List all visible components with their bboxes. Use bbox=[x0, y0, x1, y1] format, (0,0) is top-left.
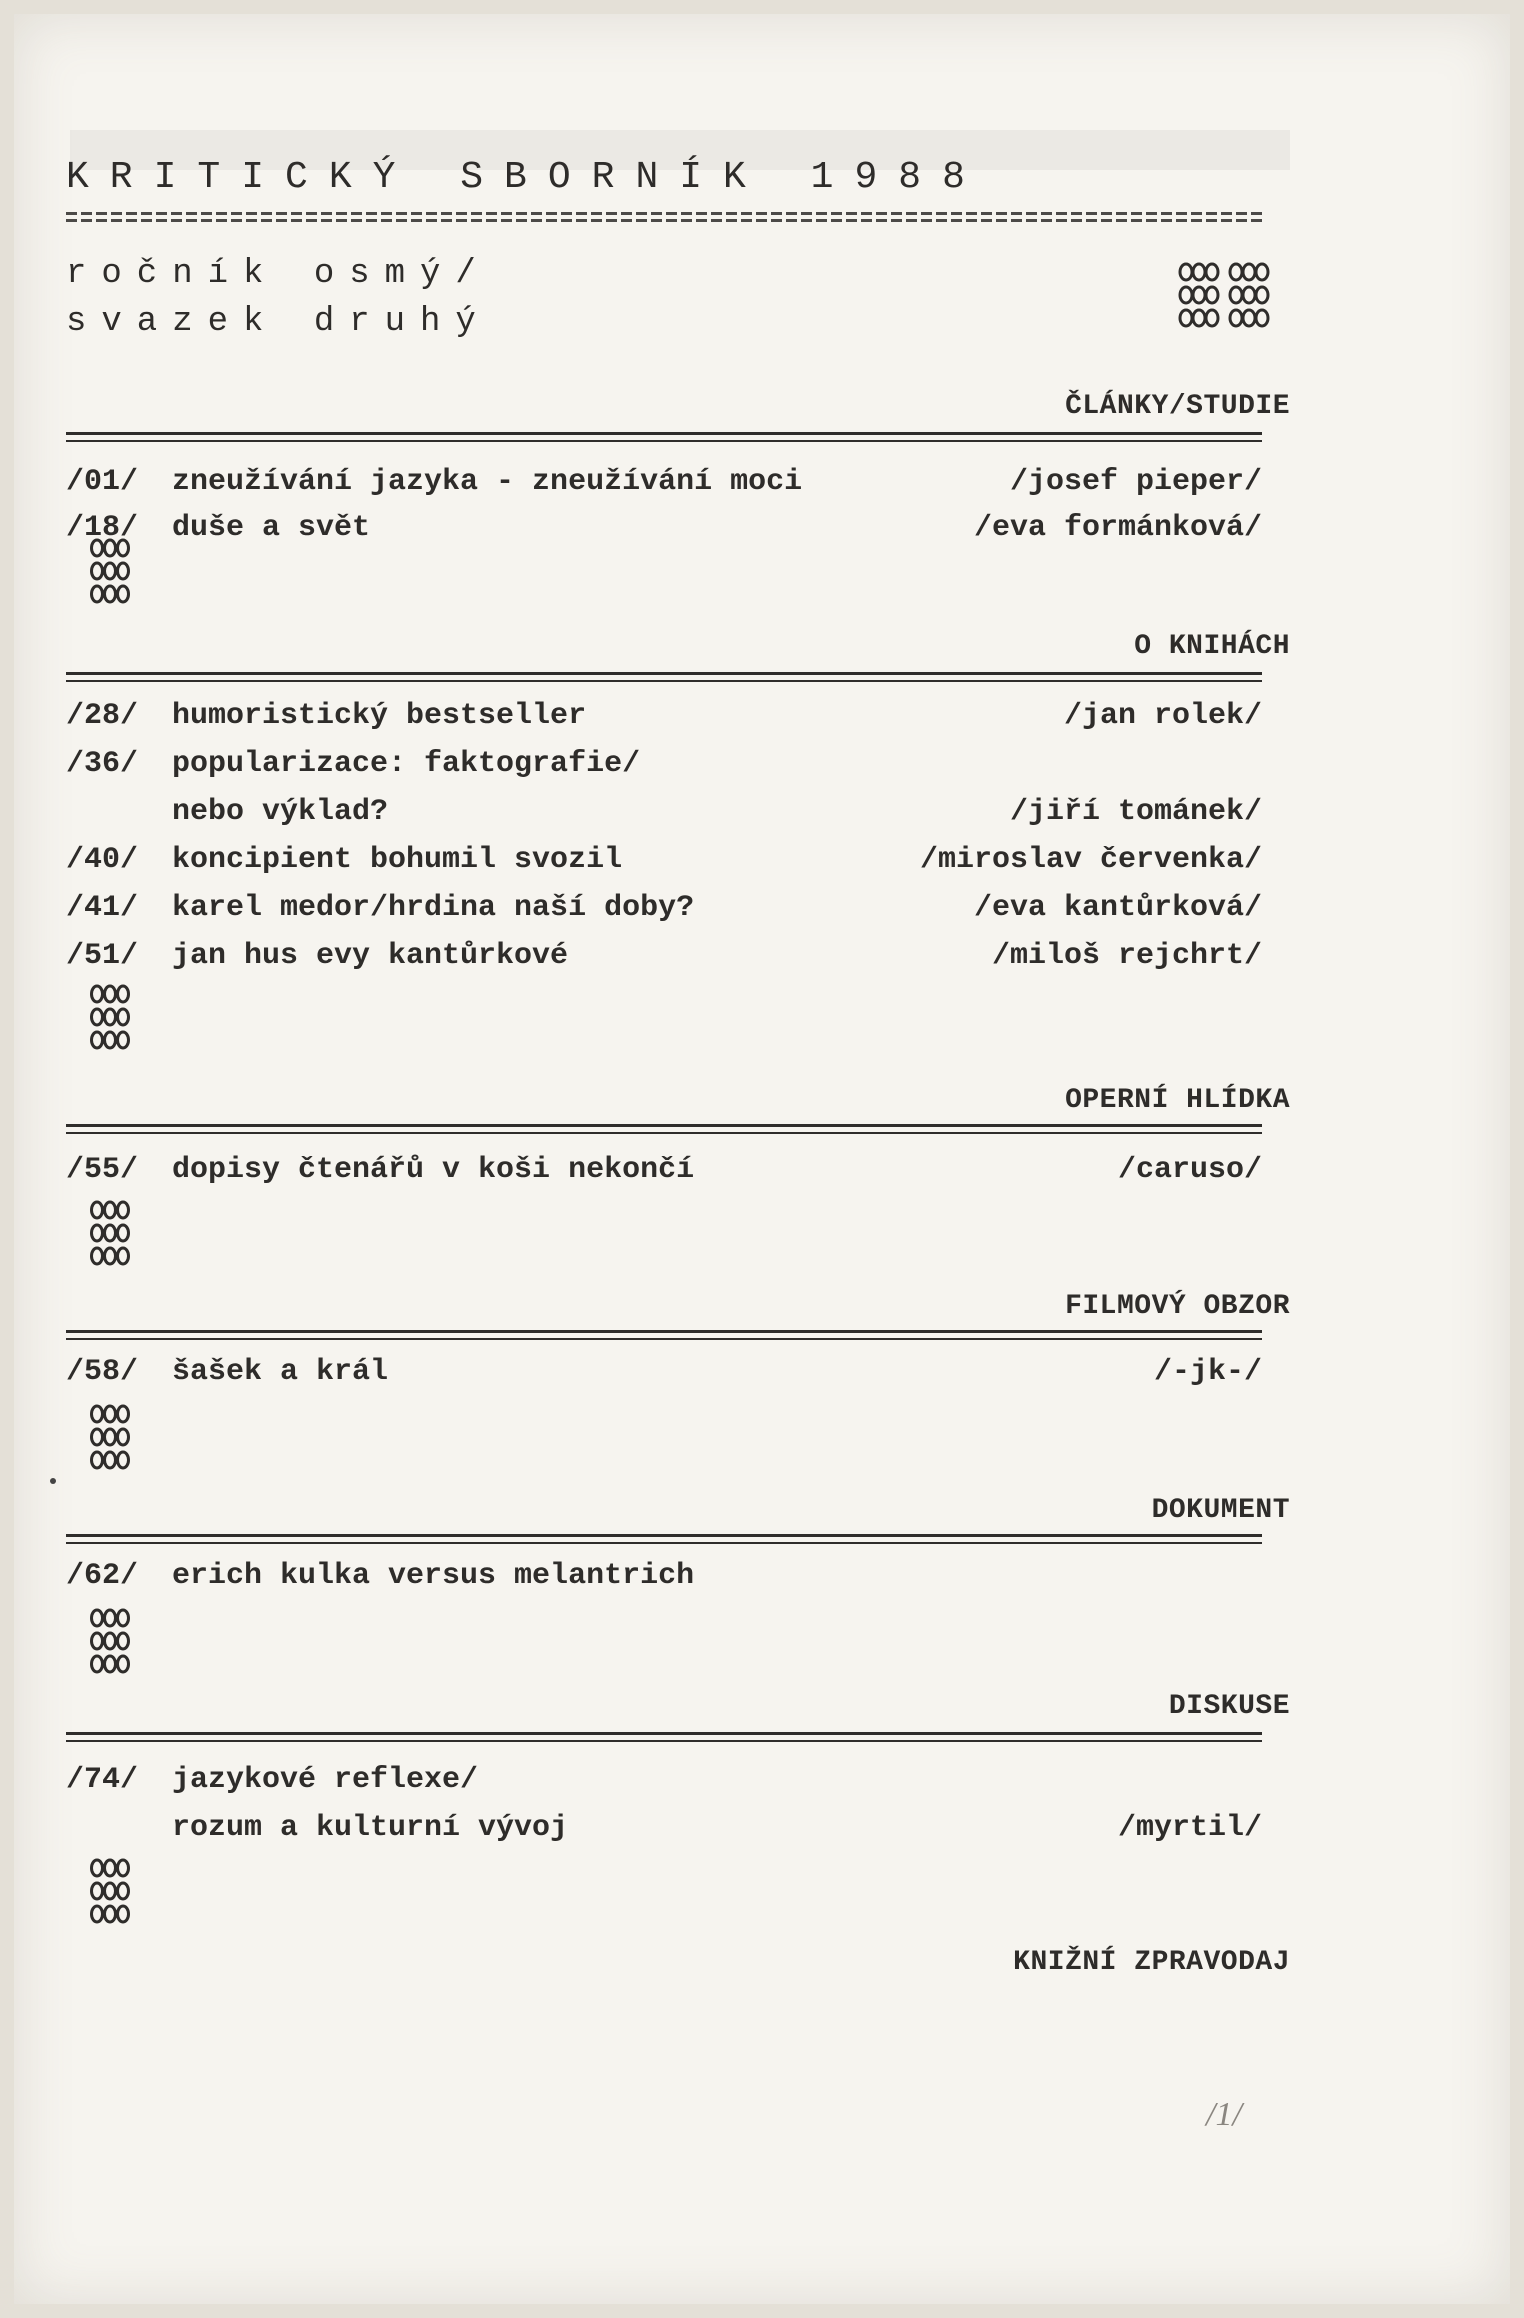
article-title: humoristický bestseller bbox=[172, 699, 587, 733]
section-rule bbox=[66, 1124, 1262, 1127]
toc-row bbox=[66, 1352, 1262, 1392]
toc-row bbox=[66, 744, 1262, 784]
ink-speck bbox=[50, 1478, 56, 1484]
section-ornament-icon bbox=[90, 538, 130, 604]
toc-row bbox=[66, 696, 1262, 736]
article-title: jazykové reflexe/ bbox=[172, 1763, 479, 1797]
toc-row bbox=[66, 936, 1262, 976]
article-author: /jiří tománek/ bbox=[1009, 795, 1262, 829]
article-author: /myrtil/ bbox=[1117, 1811, 1262, 1845]
article-title: rozum a kulturní vývoj bbox=[172, 1811, 569, 1845]
toc-row bbox=[66, 840, 1262, 880]
article-author: /caruso/ bbox=[1117, 1153, 1262, 1187]
article-title: šašek a král bbox=[172, 1355, 389, 1389]
section-rule bbox=[66, 1732, 1262, 1735]
article-title: erich kulka versus melantrich bbox=[172, 1559, 695, 1593]
article-author: /miloš rejchrt/ bbox=[991, 939, 1262, 973]
toc-row bbox=[66, 508, 1262, 548]
toc-row bbox=[66, 1556, 1262, 1596]
toc-row bbox=[66, 1760, 1262, 1800]
section-ornament-icon bbox=[90, 1200, 130, 1266]
toc-row bbox=[66, 792, 1262, 832]
page-number: /18/ bbox=[66, 511, 139, 545]
section-ornament-icon bbox=[90, 1608, 130, 1674]
page-number: /28/ bbox=[66, 699, 139, 733]
page-number: /58/ bbox=[66, 1355, 139, 1389]
masthead-equals-rule bbox=[66, 210, 1262, 224]
article-author: /-jk-/ bbox=[1153, 1355, 1262, 1389]
article-author: /eva kantůrková/ bbox=[973, 891, 1262, 925]
section-heading-operni-hlidka: OPERNÍ HLÍDKA bbox=[1065, 1085, 1290, 1116]
page-number: /74/ bbox=[66, 1763, 139, 1797]
article-title: zneužívání jazyka - zneužívání moci bbox=[172, 465, 803, 499]
page-number: /36/ bbox=[66, 747, 139, 781]
article-title: karel medor/hrdina naší doby? bbox=[172, 891, 695, 925]
article-title: nebo výklad? bbox=[172, 795, 389, 829]
article-title: popularizace: faktografie/ bbox=[172, 747, 641, 781]
section-rule bbox=[66, 1534, 1262, 1537]
article-title: dopisy čtenářů v koši nekončí bbox=[172, 1153, 695, 1187]
toc-row bbox=[66, 1150, 1262, 1190]
article-author: /eva formánková/ bbox=[973, 511, 1262, 545]
toc-row bbox=[66, 1808, 1262, 1848]
section-heading-o-knihach: O KNIHÁCH bbox=[1134, 631, 1290, 662]
section-ornament-icon bbox=[90, 1404, 130, 1470]
article-author: /miroslav červenka/ bbox=[919, 843, 1262, 877]
section-heading-clanky-studie: ČLÁNKY/STUDIE bbox=[1065, 391, 1290, 422]
article-title: koncipient bohumil svozil bbox=[172, 843, 623, 877]
section-heading-diskuse: DISKUSE bbox=[1168, 1691, 1290, 1722]
section-heading-knizni-zpravodaj: KNIŽNÍ ZPRAVODAJ bbox=[1013, 1947, 1290, 1978]
page-number: /51/ bbox=[66, 939, 139, 973]
section-heading-dokument: DOKUMENT bbox=[1151, 1495, 1290, 1526]
article-author: /josef pieper/ bbox=[1009, 465, 1262, 499]
section-heading-filmovy-obzor: FILMOVÝ OBZOR bbox=[1065, 1291, 1290, 1322]
issue-line: svazek druhý bbox=[66, 303, 491, 341]
volume-line: ročník osmý/ bbox=[66, 255, 491, 293]
page-mark: /1/ bbox=[1206, 2096, 1242, 2133]
section-ornament-icon bbox=[90, 1858, 130, 1924]
article-title: jan hus evy kantůrkové bbox=[172, 939, 569, 973]
page-number: /01/ bbox=[66, 465, 139, 499]
masthead-title: KRITICKÝ SBORNÍK 1988 bbox=[66, 156, 986, 199]
article-title: duše a svět bbox=[172, 511, 371, 545]
page-number: /41/ bbox=[66, 891, 139, 925]
page-number: /40/ bbox=[66, 843, 139, 877]
toc-row bbox=[66, 888, 1262, 928]
section-ornament-icon bbox=[90, 984, 130, 1050]
section-rule bbox=[66, 432, 1262, 435]
toc-row bbox=[66, 462, 1262, 502]
masthead-ornament-icon bbox=[1178, 262, 1270, 328]
section-rule bbox=[66, 672, 1262, 675]
page-number: /62/ bbox=[66, 1559, 139, 1593]
section-rule bbox=[66, 1330, 1262, 1333]
page-number: /55/ bbox=[66, 1153, 139, 1187]
article-author: /jan rolek/ bbox=[1063, 699, 1262, 733]
